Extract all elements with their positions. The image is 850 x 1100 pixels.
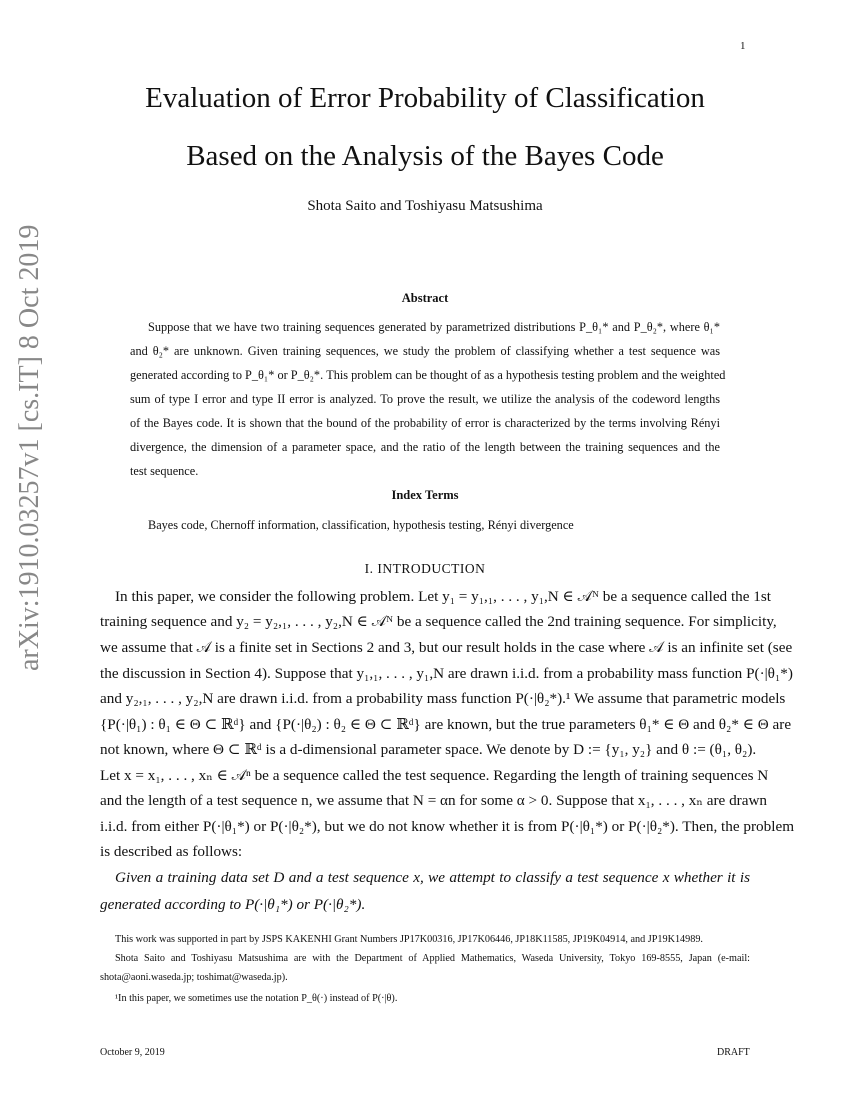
abstract-heading: Abstract (401, 291, 449, 305)
intro-line: we assume that 𝒜 is a finite set in Sections 2 and 3, but our result holds in the case where 𝒜 is an infinite set (see (100, 639, 793, 656)
footer-draft: DRAFT (717, 1047, 750, 1058)
intro-line: i.i.d. from either P(·|θ₁*) or P(·|θ₂*), but we do not know whether it is from P(·|θ₁*) or P(·|θ₂*). Then, the problem (100, 818, 795, 835)
intro-line: Let x = x₁, . . . , xₙ ∈ 𝒜ⁿ be a sequence called the test sequence. Regarding the length of training sequences N (100, 767, 769, 784)
intro-line: and the length of a test sequence n, we assume that N = αn for some α > 0. Suppose that x₁, . . . , xₙ are drawn (100, 792, 768, 809)
intro-line: {P(·|θ₁) : θ₁ ∈ Θ ⊂ ℝᵈ} and {P(·|θ₂) : θ₂ ∈ Θ ⊂ ℝᵈ} are known, but the true parameters θ₁* ∈ Θ and θ₂* ∈ Θ are (100, 716, 792, 733)
abstract-line: of the Bayes code. It is shown that the bound of the probability of error is characterized by the terms involving Rényi (130, 416, 720, 430)
abstract-line: sum of type I error and type II error is analyzed. To prove the result, we utilize the analysis of the codeword lengths (130, 392, 720, 406)
footnote-1: ¹In this paper, we sometimes use the notation P_θ(·) instead of P(·|θ). (115, 993, 398, 1004)
intro-line: and y₂,₁, . . . , y₂,N are drawn i.i.d. from a probability mass function P(·|θ₂*).¹ We assume that parametric models (100, 690, 786, 707)
index-terms-heading: Index Terms (391, 488, 459, 502)
intro-line: not known, where Θ ⊂ ℝᵈ is a d-dimensional parameter space. We denote by D := {y₁, y₂} and θ := (θ₁, θ₂). (100, 741, 757, 758)
abstract-line: generated according to P_θ₁* or P_θ₂*. This problem can be thought of as a hypothesis testing problem and the weighted (130, 368, 726, 382)
problem-statement-line: Given a training data set D and a test sequence x, we attempt to classify a test sequence x whether it is (115, 869, 750, 886)
abstract-line: divergence, the dimension of a parameter space, and the ratio of the length between the training sequences and the (130, 440, 720, 454)
authors: Shota Saito and Toshiyasu Matsushima (307, 198, 543, 214)
section-heading-introduction: I. INTRODUCTION (364, 561, 486, 576)
abstract-line: test sequence. (130, 464, 199, 478)
intro-line: training sequence and y₂ = y₂,₁, . . . , y₂,N ∈ 𝒜ᴺ be a sequence called the 2nd training sequence. For simplicity, (100, 613, 777, 630)
abstract-line: and θ₂* are unknown. Given training sequences, we study the problem of classifying whether a test sequence was (130, 344, 720, 358)
abstract-line: Suppose that we have two training sequences generated by parametrized distributions P_θ₁* and P_θ₂*, where θ₁* (148, 320, 720, 334)
problem-statement-line: generated according to P(·|θ₁*) or P(·|θ₂*). (100, 896, 366, 913)
paper-title-line-2: Based on the Analysis of the Bayes Code (186, 140, 664, 172)
footnote-funding: This work was supported in part by JSPS KAKENHI Grant Numbers JP17K00316, JP17K06446, JP18K11585, JP19K04914, and JP19K14989. (115, 934, 703, 945)
page-number: 1 (740, 40, 746, 52)
intro-line: In this paper, we consider the following problem. Let y₁ = y₁,₁, . . . , y₁,N ∈ 𝒜ᴺ be a sequence called the 1st (115, 588, 772, 605)
footnote-email: shota@aoni.waseda.jp; toshimat@waseda.jp). (100, 972, 288, 983)
paper-title-line-1: Evaluation of Error Probability of Classification (145, 82, 705, 114)
footer-date: October 9, 2019 (100, 1047, 165, 1058)
arxiv-identifier: arXiv:1910.03257v1 [cs.IT] 8 Oct 2019 (14, 224, 45, 671)
intro-line: the discussion in Section 4). Suppose that y₁,₁, . . . , y₁,N are drawn i.i.d. from a probability mass function P(·|θ₁*) (100, 665, 793, 682)
index-terms: Bayes code, Chernoff information, classification, hypothesis testing, Rényi divergence (148, 518, 574, 532)
intro-line: is described as follows: (100, 843, 243, 860)
footnote-affiliation: Shota Saito and Toshiyasu Matsushima are with the Department of Applied Mathematics, Waseda University, Tokyo 169-8555, Japan (e-mail: (115, 953, 750, 964)
